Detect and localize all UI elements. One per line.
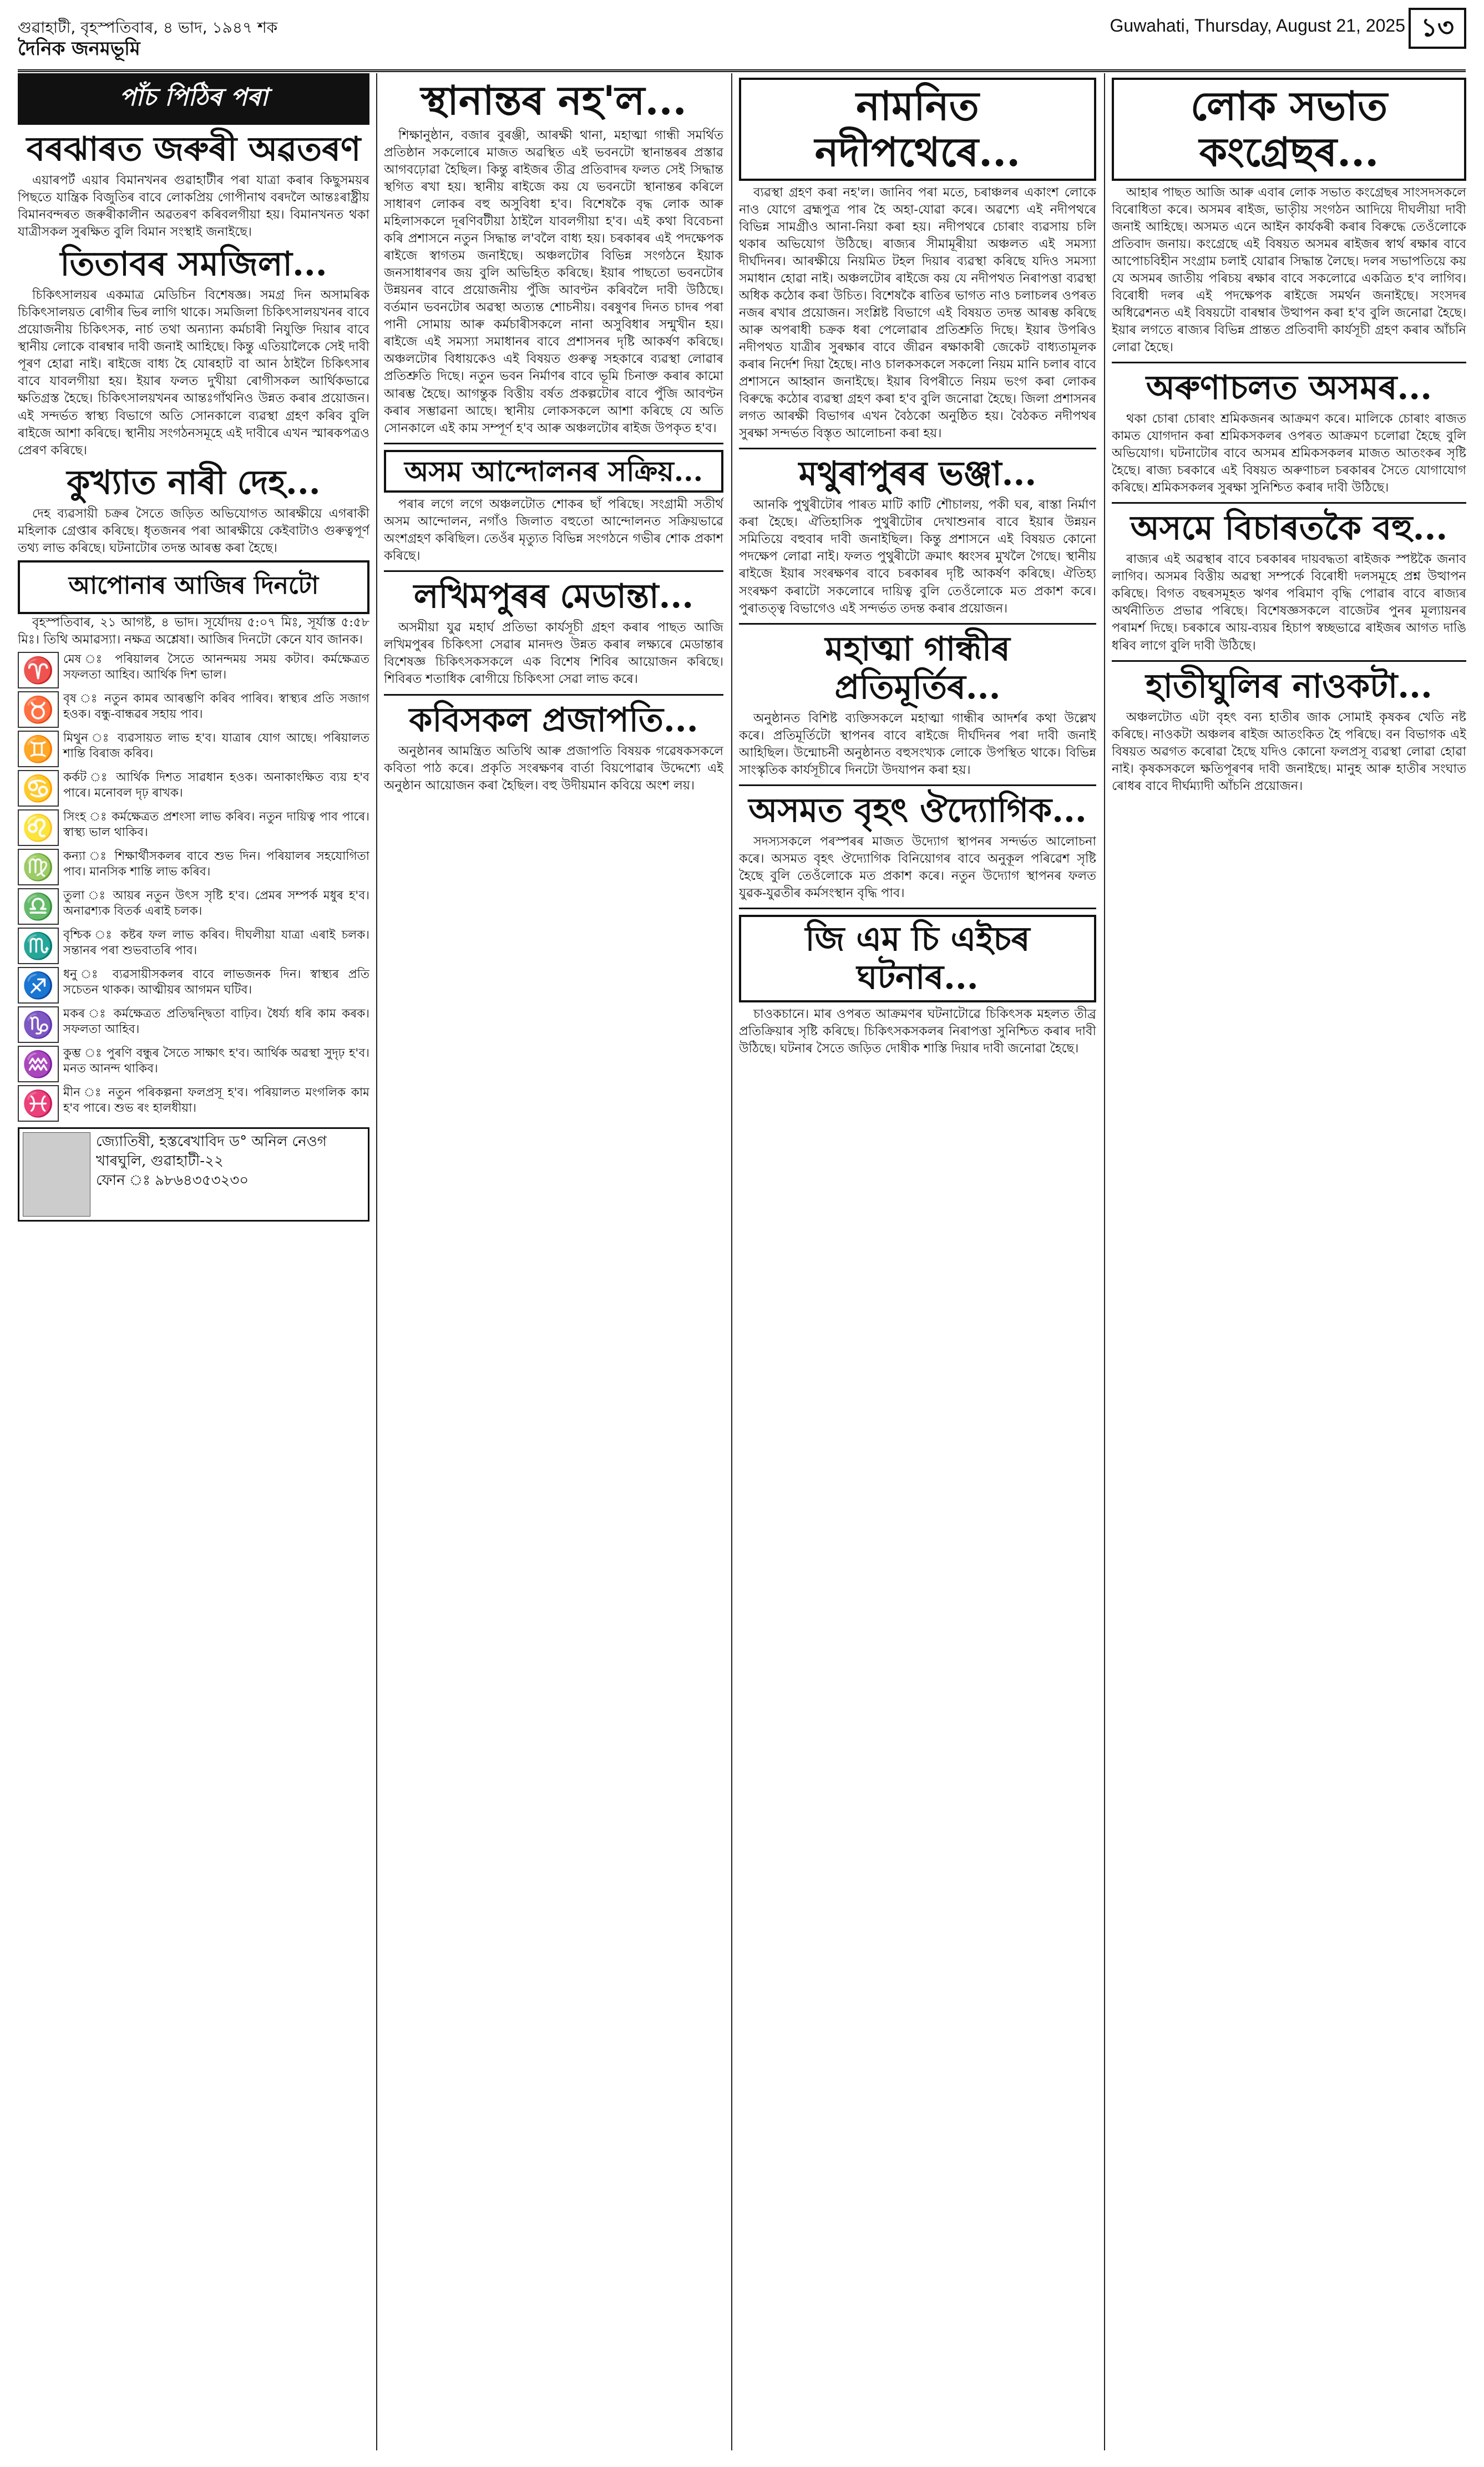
divider	[1112, 362, 1466, 363]
horoscope-intro-text: বৃহস্পতিবাৰ, ২১ আগষ্ট, ৪ ভাদ। সূৰ্যোদয় ৫:০৭ মিঃ, সূৰ্যাস্ত ৫:৫৮ মিঃ। তিথি অমাৱস্যা। নক্ষত্ৰ অশ্লেষা। আজিৰ দিনটো কেনে যাব জানক।	[18, 615, 369, 647]
zodiac-aries-icon: ♈	[18, 652, 59, 688]
horoscope-list	[18, 652, 369, 1122]
article-paragraph: ৰাজ্যৰ এই অৱস্থাৰ বাবে চৰকাৰৰ দায়বদ্ধতা ৰাইজক স্পষ্টকৈ জনাব লাগিব। অসমৰ বিত্তীয় অৱস্থা সম্পৰ্কে বিৰোধী দলসমূহে প্ৰশ্ন উত্থাপন কৰিছে। বিগত বছৰসমূহত ঋণৰ পৰিমাণ বৃদ্ধি পোৱাৰ বাবে ৰাজ্যৰ অৰ্থনীতিত প্ৰভাৱ পৰিছে। বিশেষজ্ঞসকলে বাজেটৰ পুনৰ মূল্যায়নৰ পৰামৰ্শ দিছে। চৰকাৰে আয়-ব্যয়ৰ হিচাপ স্বচ্ছভাৱে ৰাইজৰ আগত দাঙি ধৰিব লাগে বুলি দাবী উঠিছে।	[1112, 552, 1466, 653]
horoscope-sign	[18, 928, 369, 964]
horoscope-title: আপোনাৰ আজিৰ দিনটো	[18, 560, 369, 614]
zodiac-scorpio-icon: ♏	[18, 928, 59, 964]
column-2	[384, 73, 723, 2450]
article-headline[interactable]: লখিমপুৰৰ মেডান্তা...	[413, 577, 694, 616]
horoscope-sign	[18, 849, 369, 885]
article-paragraph: চিকিৎসালয়ৰ একমাত্ৰ মেডিচিন বিশেষজ্ঞ। সমগ্ৰ দিন অসামৰিক চিকিৎসালয়ত ৰোগীৰ ভিৰ লাগি থাকে। সমজিলা চিকিৎসালয়খনৰ বাবে প্ৰয়োজনীয় চিকিৎসক, নাৰ্চ তথা অন্যান্য কৰ্মচাৰী নিযুক্তি দিয়াৰ বাবে স্থানীয় লোকে বাৰম্বাৰ দাবী জনাই আহিছে। কিন্তু এতিয়ালৈকে সেই দাবী পূৰণ হোৱা নাই। ৰাইজে বাধ্য হৈ যোৰহাট বা আন ঠাইলৈ চিকিৎসাৰ বাবে যাবলগীয়া হয়। ইয়াৰ ফলত দুখীয়া ৰোগীসকল আৰ্থিকভাৱে ক্ষতিগ্ৰস্ত হৈছে। চিকিৎসালয়খনৰ আন্তঃগাঁথনিও উন্নত কৰাৰ প্ৰয়োজন। এই সন্দৰ্ভত স্বাস্থ্য বিভাগে অতি সোনকালে ব্যৱস্থা গ্ৰহণ কৰিব বুলি ৰাইজে আশা কৰিছে। স্থানীয় সংগঠনসমূহে এই দাবীৰে এখন স্মাৰকপত্ৰও প্ৰেৰণ কৰিছে।	[18, 288, 369, 458]
article-paragraph: অঞ্চলটোত এটা বৃহৎ বন্য হাতীৰ জাক সোমাই কৃষকৰ খেতি নষ্ট কৰিছে। নাওকটা অঞ্চলৰ ৰাইজ আতংকিত হৈ পৰিছে। বন বিভাগক এই বিষয়ত অৱগত কৰোৱা হৈছে যদিও কোনো ফলপ্ৰসূ ব্যৱস্থা লোৱা হোৱা নাই। কৃষকসকলে ক্ষতিপূৰণৰ দাবী জনাইছে। মানুহ আৰু হাতীৰ সংঘাত ৰোধৰ বাবে দীৰ্ঘম্যাদী আঁচনি প্ৰয়োজন।	[1112, 710, 1466, 793]
article-headline[interactable]: অসম আন্দোলনৰ সক্ৰিয়...	[384, 450, 723, 493]
article-headline[interactable]: লোক সভাত কংগ্ৰেছৰ...	[1112, 78, 1466, 181]
zodiac-capricorn-icon: ♑	[18, 1006, 59, 1043]
divider	[739, 908, 1096, 909]
horoscope-sign	[18, 1046, 369, 1082]
zodiac-taurus-icon: ♉	[18, 691, 59, 728]
article-paragraph: চাওকচানে। মাৰ ওপৰত আক্ৰমণৰ ঘটনাটোৱে চিকিৎসক মহলত তীব্ৰ প্ৰতিক্ৰিয়াৰ সৃষ্টি কৰিছে। চিকিৎসকসকলৰ নিৰাপত্তা সুনিশ্চিত কৰাৰ দাবী উঠিছে। ঘটনাৰ সৈতে জড়িত দোষীক শাস্তি দিয়াৰ দাবী জনোৱা হৈছে।	[739, 1007, 1096, 1056]
masthead-title: দৈনিক জনমভূমি	[18, 38, 140, 60]
article-body	[18, 172, 369, 241]
article-body	[739, 184, 1096, 443]
page-number: ১৩	[1409, 8, 1466, 49]
astrologer-address: খাৰঘুলি, গুৱাহাটী-২২	[96, 1152, 224, 1169]
horoscope-sign	[18, 1006, 369, 1043]
article-headline[interactable]: কবিসকল প্ৰজাপতি...	[409, 700, 698, 739]
article-body	[384, 127, 723, 437]
divider	[384, 570, 723, 572]
article-paragraph: শিক্ষানুষ্ঠান, বজাৰ বুৰঞ্জী, আৰক্ষী থানা, মহাত্মা গান্ধী সমৰ্থিত প্ৰতিষ্ঠান সকলোৰে মাজত অৱস্থিত এই ভবনটো স্থানান্তৰৰ প্ৰস্তাৱ আগবঢ়োৱা হৈছিল। কিন্তু ৰাইজৰ তীব্ৰ প্ৰতিবাদৰ ফলত সেই সিদ্ধান্ত স্থগিত ৰখা হয়। স্থানীয় ৰাইজে কয় যে ভবনটো স্থানান্তৰ কৰিলে সাধাৰণ লোকৰ বহু অসুবিধা হ'ব। বিশেষকৈ বৃদ্ধ লোক আৰু মহিলাসকলে দূৰণিবটীয়া ঠাইলৈ যাবলগীয়া হ'ব। এই কথা বিবেচনা কৰি প্ৰশাসনে নতুন সিদ্ধান্ত ল'বলৈ বাধ্য হয়। চৰকাৰৰ এই পদক্ষেপক ৰাইজে স্বাগতম জনাইছে। অঞ্চলটোৰ বিভিন্ন সংগঠনে ইয়াক জনসাধাৰণৰ জয় বুলি অভিহিত কৰিছে। ইয়াৰ পাছতো ভবনটোৰ উন্নয়নৰ বাবে প্ৰয়োজনীয় পুঁজি আবণ্টন কৰিবলৈ দাবী উঠিছে। বৰ্তমান ভবনটোৰ অৱস্থা অত্যন্ত শোচনীয়। বৰষুণৰ দিনত চাদৰ পৰা পানী সোমায় আৰু কৰ্মচাৰীসকলে নানা অসুবিধাৰ সন্মুখীন হয়। ৰাইজে এই সমস্যা সমাধানৰ বাবে প্ৰশাসনৰ দৃষ্টি আকৰ্ষণ কৰিছে। অঞ্চলটোৰ বিধায়কেও এই বিষয়ত গুৰুত্ব সহকাৰে ব্যৱস্থা লোৱাৰ প্ৰতিশ্ৰুতি দিছে। নতুন ভবন নিৰ্মাণৰ বাবে ভূমি চিনাক্ত কৰাৰ কামো আৰম্ভ হৈছে। আগন্তুক বিত্তীয় বৰ্ষত প্ৰকল্পটোৰ বাবে পুঁজি আবণ্টন কৰাৰ সম্ভাৱনা আছে। স্থানীয় লোকসকলে আশা কৰিছে যে অতি সোনকালে এই কাম সম্পূৰ্ণ হ'ব আৰু অঞ্চলটোৰ ৰাইজ উপকৃত হ'ব।	[384, 128, 723, 435]
sign-text: বৃষ ঃ নতুন কামৰ আৰম্ভণি কৰিব পাৰিব। স্বাস্থ্যৰ প্ৰতি সজাগ হওক। বন্ধু-বান্ধৱৰ সহায় পাব।	[63, 691, 369, 722]
article-paragraph: দেহ ব্যৱসায়ী চক্ৰৰ সৈতে জড়িত অভিযোগত আৰক্ষীয়ে এগৰাকী মহিলাক গ্ৰেপ্তাৰ কৰিছে। ধৃতজনৰ পৰা আৰক্ষীয়ে কেইবাটাও গুৰুত্বপূৰ্ণ তথ্য লাভ কৰিছে। ঘটনাটোৰ তদন্ত আৰম্ভ কৰা হৈছে।	[18, 506, 369, 555]
sign-text: তুলা ঃ আয়ৰ নতুন উৎস সৃষ্টি হ'ব। প্ৰেমৰ সম্পৰ্ক মধুৰ হ'ব। অনাৱশ্যক বিতৰ্ক এৰাই চলক।	[63, 888, 369, 919]
zodiac-aquarius-icon: ♒	[18, 1046, 59, 1082]
zodiac-cancer-icon: ♋	[18, 770, 59, 807]
zodiac-leo-icon: ♌	[18, 809, 59, 846]
zodiac-pisces-icon: ♓	[18, 1085, 59, 1122]
article-headline[interactable]: হাতীঘুলিৰ নাওকটা...	[1146, 666, 1432, 706]
astrologer-info	[96, 1132, 327, 1217]
article-paragraph: অসমীয়া যুৱ মহাৰ্ঘ প্ৰতিভা কাৰ্যসূচী গ্ৰহণ কৰাৰ পাছত আজি লখিমপুৰৰ চিকিৎসা সেৱাৰ মানদণ্ড উন্নত কৰাৰ লক্ষ্যৰে মেডান্তাৰ বিশেষজ্ঞ চিকিৎসকসকলে এক বিশেষ শিবিৰ আয়োজন কৰিছে। শিবিৰত শতাধিক ৰোগীয়ে চিকিৎসা সেৱা লাভ কৰে।	[384, 620, 723, 687]
sign-text: সিংহ ঃ কৰ্মক্ষেত্ৰত প্ৰশংসা লাভ কৰিব। নতুন দায়িত্ব পাব পাৰে। স্বাস্থ্য ভাল থাকিব।	[63, 809, 369, 840]
article-headline[interactable]: স্থানান্তৰ নহ'ল...	[421, 77, 687, 124]
article-paragraph: আহাৰ পাছত আজি আৰু এবাৰ লোক সভাত কংগ্ৰেছৰ সাংসদসকলে বিৰোধিতা কৰে। অসমৰ ৰাইজ, ভাতৃীয় সংগঠন আদিয়ে দীঘলীয়া দাবী জনাই আহিছে। অসমত এনে আইন কাৰ্যকৰী কৰাৰ বিৰুদ্ধে তেওঁলোকে প্ৰতিবাদ জনায়। কংগ্ৰেছে এই বিষয়ত অসমৰ ৰাইজৰ স্বাৰ্থ ৰক্ষাৰ বাবে আপোচবিহীন সংগ্ৰাম চলাই যোৱাৰ সিদ্ধান্ত লৈছে। দলৰ সভাপতিয়ে কয় যে অসমৰ জাতীয় পৰিচয় ৰক্ষাৰ বাবে সকলোৱে একত্ৰিত হ'ব লাগিব। বিৰোধী দলৰ এই পদক্ষেপক ৰাইজে সমৰ্থন জনাইছে। সংসদৰ অধিৱেশনত এই বিষয়টো বাৰম্বাৰ উত্থাপন কৰা হ'ব বুলি জনোৱা হৈছে। ইয়াৰ লগতে ৰাজ্যৰ বিভিন্ন প্ৰান্তত প্ৰতিবাদী কাৰ্যসূচী গ্ৰহণ কৰাৰ আঁচনি লোৱা হৈছে।	[1112, 185, 1466, 355]
sign-text: কৰ্কট ঃ আৰ্থিক দিশত সাৱধান হওক। অনাকাংক্ষিত ব্যয় হ'ব পাৰে। মনোবল দৃঢ় ৰাখক।	[63, 770, 369, 801]
column-4	[1112, 73, 1466, 2450]
column-rule	[731, 73, 732, 2450]
zodiac-gemini-icon: ♊	[18, 731, 59, 767]
astrologer-box	[18, 1127, 369, 1222]
sign-text: বৃশ্চিক ঃ কষ্টৰ ফল লাভ কৰিব। দীঘলীয়া যাত্ৰা এৰাই চলক। সন্তানৰ পৰা শুভবাতৰি পাব।	[63, 928, 369, 958]
divider	[1112, 502, 1466, 504]
horoscope-sign	[18, 731, 369, 767]
article-headline[interactable]: অসমে বিচাৰতকৈ বহু...	[1130, 509, 1448, 548]
article-body	[1112, 551, 1466, 654]
article-body	[384, 743, 723, 794]
article-body	[739, 1006, 1096, 1057]
article-body	[739, 497, 1096, 617]
article-headline[interactable]: মথুৰাপুৰৰ ভঞ্জা...	[798, 454, 1037, 494]
sign-text: মীন ঃ নতুন পৰিকল্পনা ফলপ্ৰসূ হ'ব। পৰিয়ালত মংগলিক কাম হ'ব পাৰে। শুভ ৰং হালধীয়া।	[63, 1085, 369, 1116]
horoscope-sign	[18, 1085, 369, 1122]
divider	[739, 448, 1096, 449]
astrologer-phone: ফোন ঃ ৯৮৬৪৩৫৩২৩০	[96, 1172, 249, 1189]
horoscope-sign	[18, 691, 369, 728]
column-3	[739, 73, 1096, 2450]
article-body	[384, 496, 723, 565]
article-headline[interactable]: কুখ্যাত নাৰী দেহ...	[67, 463, 321, 502]
article-body	[18, 287, 369, 459]
article-headline[interactable]: বৰঝাৰত জৰুৰী অৱতৰণ	[26, 130, 361, 169]
article-body	[739, 710, 1096, 779]
article-paragraph: সদস্যসকলে পৰস্পৰৰ মাজত উদ্যোগ স্থাপনৰ সন্দৰ্ভত আলোচনা কৰে। অসমত বৃহৎ ঔদ্যোগিক বিনিয়োগৰ বাবে অনুকূল পৰিৱেশ সৃষ্টি হৈছে বুলি তেওঁলোকে মত প্ৰকাশ কৰে। নতুন উদ্যোগ স্থাপনৰ ফলত যুৱক-যুৱতীৰ কৰ্মসংস্থান বৃদ্ধি পাব।	[739, 834, 1096, 900]
divider	[1112, 660, 1466, 662]
article-paragraph: অনুষ্ঠানৰ আমন্ত্ৰিত অতিথি আৰু প্ৰজাপতি বিষয়ক গৱেষকসকলে কবিতা পাঠ কৰে। প্ৰকৃতি সংৰক্ষণৰ বাৰ্তা বিয়পোৱাৰ উদ্দেশ্যে এই অনুষ্ঠান আয়োজন কৰা হৈছিল। বহু উদীয়মান কবিয়ে অংশ লয়।	[384, 743, 723, 793]
header-date-english: Guwahati, Thursday, August 21, 2025	[1110, 16, 1405, 36]
horoscope-sign	[18, 652, 369, 688]
article-headline[interactable]: মহাত্মা গান্ধীৰ প্ৰতিমূৰ্তিৰ...	[825, 629, 1010, 707]
article-paragraph: আনকি পুথুৰীটোৰ পাৰত মাটি কাটি শৌচালয়, পকী ঘৰ, ৰাস্তা নিৰ্মাণ কৰা হৈছে। ঐতিহাসিক পুথুৰীটোৰ দেখাশুনাৰ বাবে ইয়াৰ উন্নয়ন সমিতিয়ে বহুবাৰ দাবী জনাইছিল। কিন্তু প্ৰশাসনে এই বিষয়ত কোনো পদক্ষেপ লোৱা নাই। ফলত পুথুৰীটো ক্ৰমাৎ ধ্বংসৰ মুখলৈ গৈছে। স্থানীয় ৰাইজে ইয়াৰ সংৰক্ষণৰ বাবে চৰকাৰৰ দৃষ্টি আকৰ্ষণ কৰিছে। ঐতিহ্য সংৰক্ষণ কৰাটো সকলোৰে দায়িত্ব বুলি তেওঁলোকে মত প্ৰকাশ কৰে। পুৰাতত্ত্ব বিভাগেও এই সন্দৰ্ভত তদন্ত কৰাৰ প্ৰয়োজন।	[739, 498, 1096, 616]
article-body	[739, 833, 1096, 902]
masthead	[18, 34, 1466, 72]
horoscope-intro	[18, 614, 369, 649]
zodiac-libra-icon: ♎	[18, 888, 59, 925]
astrologer-name: জ্যোতিষী, হস্তৰেখাবিদ ড° অনিল নেওগ	[96, 1133, 327, 1150]
article-body	[1112, 709, 1466, 795]
article-body	[18, 505, 369, 557]
astrologer-photo	[23, 1132, 90, 1217]
divider	[384, 694, 723, 696]
column-rule	[376, 73, 377, 2450]
article-body	[384, 619, 723, 688]
article-headline[interactable]: অসমত বৃহৎ ঔদ্যোগিক...	[748, 791, 1087, 830]
sign-text: মিথুন ঃ ব্যৱসায়ত লাভ হ'ব। যাত্ৰাৰ যোগ আছে। পৰিয়ালত শান্তি বিৰাজ কৰিব।	[63, 731, 369, 761]
zodiac-virgo-icon: ♍	[18, 849, 59, 885]
divider	[739, 784, 1096, 786]
article-headline[interactable]: তিতাবৰ সমজিলা...	[60, 245, 327, 284]
zodiac-sagittarius-icon: ♐	[18, 967, 59, 1004]
sign-text: কন্যা ঃ শিক্ষাৰ্থীসকলৰ বাবে শুভ দিন। পৰিয়ালৰ সহযোগিতা পাব। মানসিক শান্তি লাভ কৰিব।	[63, 849, 369, 879]
horoscope-sign	[18, 967, 369, 1004]
article-paragraph: ব্যৱস্থা গ্ৰহণ কৰা নহ'ল। জানিব পৰা মতে, চৰাঞ্চলৰ একাংশ লোকে নাও যোগে ব্ৰহ্মপুত্ৰ পাৰ হৈ অহা-যোৱা কৰে। অৱশ্যে এই নদীপথৰে বিভিন্ন সামগ্ৰীও আনা-নিয়া কৰা হয়। নদীপথৰে চোৰাং ব্যৱসায় চলি থকাৰ অভিযোগ উঠিছে। ৰাজ্যৰ সীমামূৰীয়া অঞ্চলত এই সমস্যা দীৰ্ঘদিনৰ। আৰক্ষীয়ে নিয়মিত টহল দিয়াৰ ব্যৱস্থা কৰিছে যদিও সমস্যা সমাধান হোৱা নাই। অঞ্চলটোৰ ৰাইজে কয় যে নদীপথত নিৰাপত্তা ব্যৱস্থা অধিক কঠোৰ কৰা উচিত। বিশেষকৈ ৰাতিৰ ভাগত নাও চলাচলৰ ওপৰত নজৰ ৰখাৰ প্ৰয়োজন। সংশ্লিষ্ট বিভাগে এই বিষয়ত তদন্ত আৰম্ভ কৰিছে আৰু অপৰাধী চক্ৰক ধৰা পেলোৱাৰ প্ৰতিশ্ৰুতি দিছে। ইয়াৰ উপৰিও নদীপথত যাত্ৰীৰ সুৰক্ষাৰ বাবে জীৱন ৰক্ষাকাৰী জেকেট বাধ্যতামূলক কৰাৰ নিৰ্দেশ দিয়া হৈছে। নাও চালকসকলে সকলো নিয়ম মানি চলাৰ বাবে প্ৰশাসনে আহ্বান জনাইছে। ইয়াৰ বিপৰীতে নিয়ম ভংগ কৰা লোকৰ বিৰুদ্ধে কঠোৰ ব্যৱস্থা গ্ৰহণ কৰা হ'ব বুলি জনোৱা হৈছে। জিলা প্ৰশাসনৰ লগত আৰক্ষী বিভাগৰ এখন বৈঠকো অনুষ্ঠিত হয়। বৈঠকত নদীপথৰ সুৰক্ষা সন্দৰ্ভত বিস্তৃত আলোচনা কৰা হয়।	[739, 185, 1096, 441]
article-headline[interactable]: জি এম চি এইচৰ ঘটনাৰ...	[739, 915, 1096, 1002]
horoscope-sign	[18, 888, 369, 925]
sign-text: কুম্ভ ঃ পুৰণি বন্ধুৰ সৈতে সাক্ষাৎ হ'ব। আৰ্থিক অৱস্থা সুদৃঢ় হ'ব। মনত আনন্দ থাকিব।	[63, 1046, 369, 1076]
horoscope-sign	[18, 809, 369, 846]
divider	[384, 443, 723, 444]
article-body	[1112, 184, 1466, 356]
article-paragraph: অনুষ্ঠানত বিশিষ্ট ব্যক্তিসকলে মহাত্মা গান্ধীৰ আদৰ্শৰ কথা উল্লেখ কৰে। প্ৰতিমূৰ্তিটো স্থাপনৰ বাবে ৰাইজে দীৰ্ঘদিনৰ পৰা দাবী জনাই আহিছিল। উন্মোচনী অনুষ্ঠানত বহুসংখ্যক লোকে উপস্থিত থাকে। বিভিন্ন সাংস্কৃতিক কাৰ্যসূচীৰে দিনটো উদযাপন কৰা হয়।	[739, 711, 1096, 777]
section-band: পাঁচ পিঠিৰ পৰা	[18, 73, 369, 125]
column-1	[18, 73, 369, 2450]
divider	[739, 623, 1096, 625]
article-body	[1112, 411, 1466, 497]
sign-text: ধনু ঃ ব্যৱসায়ীসকলৰ বাবে লাভজনক দিন। স্বাস্থ্যৰ প্ৰতি সচেতন থাকক। আত্মীয়ৰ আগমন ঘটিব।	[63, 967, 369, 997]
horoscope-sign	[18, 770, 369, 807]
article-headline[interactable]: নামনিত নদীপথেৰে...	[739, 78, 1096, 181]
column-rule	[1104, 73, 1105, 2450]
article-paragraph: থকা চোৰা চোৰাং শ্ৰমিকজনৰ আক্ৰমণ কৰে। মালিকে চোৰাং ৰাজত কামত যোগদান কৰা শ্ৰমিকসকলৰ ওপৰত আক্ৰমণ চলোৱা হৈছে বুলি অভিযোগ। ঘটনাটোৰ বাবে অসমৰ শ্ৰমিকসকলৰ মাজত আতংকৰ সৃষ্টি হৈছে। ৰাজ্য চৰকাৰে এই বিষয়ত অৰুণাচল চৰকাৰৰ সৈতে যোগাযোগ কৰিছে। শ্ৰমিকসকলৰ সুৰক্ষা সুনিশ্চিত কৰাৰ দাবী উঠিছে।	[1112, 412, 1466, 495]
sign-text: মেষ ঃ পৰিয়ালৰ সৈতে আনন্দময় সময় কটাব। কৰ্মক্ষেত্ৰত সফলতা আহিব। আৰ্থিক দিশ ভাল।	[63, 652, 369, 682]
article-headline[interactable]: অৰুণাচলত অসমৰ...	[1146, 368, 1432, 408]
article-paragraph: এয়াৰপৰ্ট এয়াৰ বিমানখনৰ গুৱাহাটীৰ পৰা যাত্ৰা কৰাৰ কিছুসময়ৰ পিছতে যান্ত্ৰিক বিজুতিৰ বাবে লোকপ্ৰিয় গোপীনাথ বৰদলৈ আন্তঃৰাষ্ট্ৰীয় বিমানবন্দৰত জৰুৰীকালীন অৱতৰণ কৰিবলগীয়া হয়। বিমানখনত থকা যাত্ৰীসকল সুৰক্ষিত বুলি বিমান সংস্থাই জনাইছে।	[18, 173, 369, 240]
header-date-assamese: গুৱাহাটী, বৃহস্পতিবাৰ, ৪ ভাদ, ১৯৪৭ শক	[18, 18, 278, 37]
sign-text: মকৰ ঃ কৰ্মক্ষেত্ৰত প্ৰতিদ্বন্দ্বিতা বাঢ়িব। ধৈৰ্য্য ধৰি কাম কৰক। সফলতা আহিব।	[63, 1006, 369, 1037]
article-paragraph: পৰাৰ লগে লগে অঞ্চলটোত শোকৰ ছাঁ পৰিছে। সংগ্ৰামী সতীৰ্থ অসম আন্দোলন, নগাঁও জিলাত বহুতো আন্দোলনত সক্ৰিয়ভাৱে অংশগ্ৰহণ কৰিছিল। তেওঁৰ মৃত্যুত বিভিন্ন সংগঠনে গভীৰ শোক প্ৰকাশ কৰিছে।	[384, 497, 723, 564]
